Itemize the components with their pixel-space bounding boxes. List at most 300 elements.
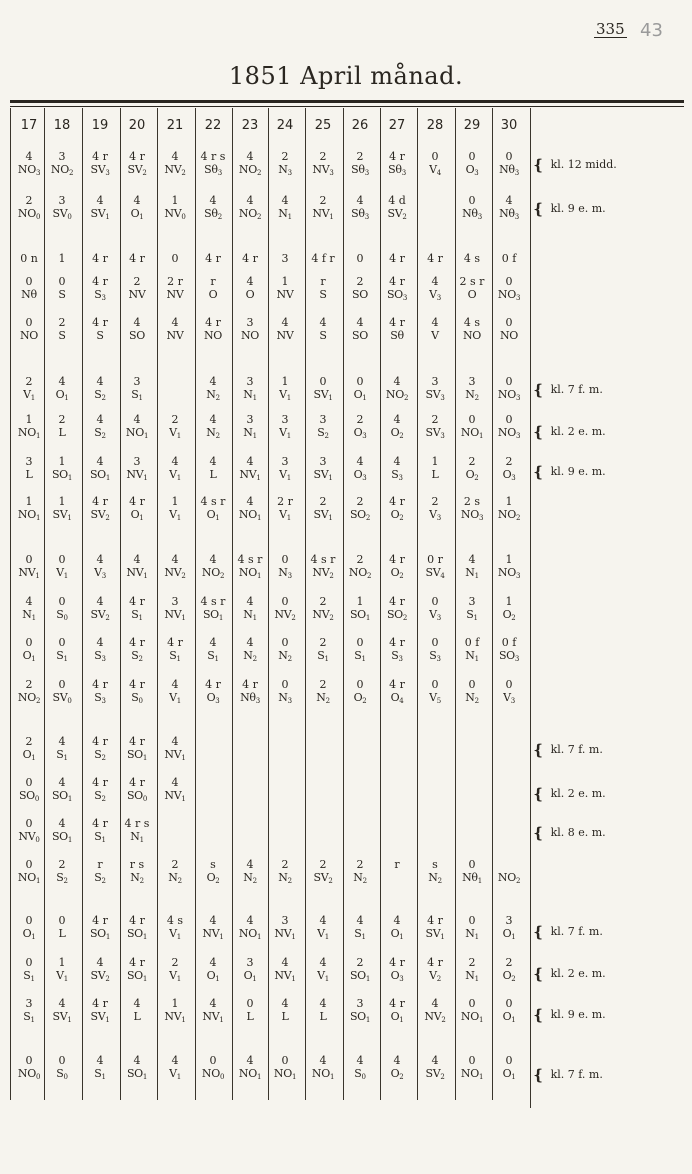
wind-value: O [208, 288, 218, 301]
cloud-value: 0 [58, 1054, 66, 1067]
cloud-value: 4 r [129, 495, 145, 508]
cloud-value: 4 [246, 194, 254, 207]
wind-value: $V_1$ [56, 566, 68, 580]
cloud-value: 2 [356, 275, 364, 288]
brace-glyph: ❴ [532, 200, 545, 218]
wind-value: NO [240, 329, 260, 342]
observation-cell [418, 956, 452, 983]
cloud-value: 2 [58, 858, 66, 871]
observation-cell [343, 553, 377, 580]
cloud-value: 0 [58, 595, 66, 608]
cloud-value: 4 r [92, 495, 108, 508]
cloud-value: 0 [58, 678, 66, 691]
brace-glyph: ❴ [532, 785, 545, 803]
wind-value: $NO_2$ [348, 566, 372, 580]
observation-cell [45, 194, 79, 221]
cloud-value: 4 [171, 150, 179, 163]
cloud-value: 0 [505, 413, 513, 426]
cloud-value: 2 [319, 678, 327, 691]
observation-cell [12, 956, 46, 983]
cloud-value: 4 [356, 1054, 364, 1067]
observation-cell [268, 495, 302, 522]
observation-cell [158, 495, 192, 522]
wind-value: $NV_1$ [126, 566, 148, 580]
observation-cell [268, 595, 302, 622]
observation-cell [120, 776, 154, 803]
cloud-value: 3 [246, 375, 254, 388]
observation-cell [233, 413, 267, 440]
time-note-text: kl. 12 midd. [550, 158, 617, 171]
wind-value: $S\theta_3$ [388, 163, 406, 177]
cloud-value: 4 [58, 375, 66, 388]
observation-cell [380, 914, 414, 941]
observation-cell [343, 956, 377, 983]
cloud-value: 0 [468, 150, 476, 163]
cloud-value: 2 [25, 194, 33, 207]
cloud-value: 4 [209, 375, 217, 388]
observation-cell [455, 495, 489, 522]
cloud-value: 4 [246, 1054, 254, 1067]
cloud-value: 4 [431, 1054, 439, 1067]
wind-value: $NV_1$ [202, 927, 224, 941]
brace-glyph: ❴ [532, 824, 545, 842]
pencil-page-number: 43 [640, 20, 663, 41]
cloud-value: 4 [96, 553, 104, 566]
cloud-value: 4 [58, 997, 66, 1010]
wind-value: $N\theta_3$ [462, 207, 482, 221]
observation-cell [158, 997, 192, 1024]
wind-value: $N_2$ [278, 649, 292, 663]
observation-cell [306, 956, 340, 983]
cloud-value: 0 [468, 997, 476, 1010]
observation-cell [233, 595, 267, 622]
wind-value: Sθ [390, 329, 404, 342]
wind-value: $S_2$ [317, 426, 329, 440]
cloud-value: 4 [356, 914, 364, 927]
cloud-value: 0 [281, 636, 289, 649]
observation-cell [306, 1054, 340, 1081]
observation-cell [268, 858, 302, 885]
wind-value: $S_1$ [354, 649, 366, 663]
cloud-value: 0 [281, 595, 289, 608]
observation-cell [196, 914, 230, 941]
cloud-value: 4 [246, 495, 254, 508]
time-note [532, 1068, 603, 1082]
wind-value: $S_0$ [131, 691, 143, 705]
cloud-value: 0 [468, 413, 476, 426]
wind-value: $O_3$ [206, 691, 220, 705]
cloud-value: r [320, 275, 326, 288]
cloud-value: 0 [25, 553, 33, 566]
observation-cell [120, 150, 154, 177]
cloud-value: 4 [171, 455, 179, 468]
cloud-value: 4 [246, 595, 254, 608]
wind-value: O [467, 288, 477, 301]
observation-cell [120, 914, 154, 941]
brace-glyph: ❴ [532, 1006, 545, 1024]
cloud-value: 2 [356, 495, 364, 508]
cloud-value: 2 s [463, 495, 481, 508]
observation-cell [120, 413, 154, 440]
observation-cell [12, 413, 46, 440]
cloud-value: 2 [171, 858, 179, 871]
wind-value: $S_1$ [131, 608, 143, 622]
cloud-value: 4 [319, 956, 327, 969]
brace-glyph: ❴ [532, 381, 545, 399]
cloud-value: 4 [356, 316, 364, 329]
observation-cell [343, 914, 377, 941]
observation-cell [12, 194, 46, 221]
observation-cell [492, 495, 526, 522]
wind-value: $O_2$ [206, 871, 220, 885]
observation-cell [233, 275, 267, 302]
cloud-value: 0 [25, 858, 33, 871]
wind-value: $NV_1$ [312, 207, 334, 221]
observation-cell [12, 858, 46, 885]
cloud-value: 4 s [463, 316, 481, 329]
time-note-text: kl. 2 e. m. [550, 787, 606, 800]
cloud-value: 4 [96, 956, 104, 969]
cloud-value: 4 s r [310, 553, 336, 566]
cloud-value: 0 [25, 275, 33, 288]
page-title: 1851 April månad. [228, 62, 464, 90]
cloud-value: 4 [171, 316, 179, 329]
observation-cell [268, 375, 302, 402]
cloud-value: 2 [58, 316, 66, 329]
wind-value: $NO_2$ [17, 691, 41, 705]
cloud-value: 0 [505, 1054, 513, 1067]
wind-value: $N_2$ [243, 649, 257, 663]
cloud-value: 2 [319, 194, 327, 207]
observation-cell [12, 150, 46, 177]
cloud-value: 2 [505, 956, 513, 969]
observation-cell [12, 735, 46, 762]
observation-cell [196, 455, 230, 482]
observation-cell [343, 595, 377, 622]
cloud-value: 4 [96, 1054, 104, 1067]
cloud-value: 4 s r [200, 495, 226, 508]
cloud-value: 4 r [92, 776, 108, 789]
cloud-value: 0 [58, 553, 66, 566]
cloud-value: 4 r [129, 636, 145, 649]
observation-cell [45, 914, 79, 941]
wind-value: $N_1$ [243, 388, 257, 402]
observation-cell [196, 997, 230, 1024]
observation-cell [45, 636, 79, 663]
cloud-value: 1 [58, 252, 66, 265]
wind-value: $O_1$ [243, 969, 257, 983]
cloud-value: 0 [281, 553, 289, 566]
wind-value: $O_2$ [465, 468, 479, 482]
cloud-value [492, 858, 526, 871]
wind-value: $O_2$ [390, 426, 404, 440]
cloud-value: 4 r [389, 997, 405, 1010]
wind-value: $NV_2$ [164, 163, 186, 177]
cloud-value: 2 [505, 455, 513, 468]
cloud-value: 0 r [427, 553, 443, 566]
wind-value: $SO_2$ [349, 508, 371, 522]
observation-cell [12, 595, 46, 622]
wind-value: $NV_0$ [18, 830, 40, 844]
cloud-value: 2 r [277, 495, 293, 508]
cloud-value: 4 [505, 194, 513, 207]
observation-cell [418, 914, 452, 941]
cloud-value: 0 [468, 194, 476, 207]
cloud-value: 4 [431, 316, 439, 329]
observation-cell [196, 595, 230, 622]
cloud-value: 2 [319, 858, 327, 871]
cloud-value: 4 [209, 413, 217, 426]
wind-value: $V_1$ [169, 468, 181, 482]
cloud-value: 2 [431, 413, 439, 426]
wind-value: $O_1$ [22, 649, 36, 663]
wind-value: $NV_1$ [202, 1010, 224, 1024]
cloud-value: 3 [133, 455, 141, 468]
observation-cell [380, 553, 414, 580]
wind-value: $O_3$ [353, 468, 367, 482]
cloud-value: 0 [209, 1054, 217, 1067]
observation-cell [455, 413, 489, 440]
wind-value: S [58, 329, 66, 342]
wind-value: $N_1$ [130, 830, 144, 844]
observation-cell [196, 956, 230, 983]
observation-cell [12, 316, 46, 343]
observation-cell [158, 455, 192, 482]
observation-cell [455, 636, 489, 663]
wind-value: $SO_1$ [126, 1067, 148, 1081]
cloud-value: 3 [319, 413, 327, 426]
observation-cell [45, 817, 79, 844]
wind-value: $O_1$ [353, 388, 367, 402]
cloud-value: r [97, 858, 103, 871]
wind-value: $NV_1$ [164, 1010, 186, 1024]
wind-value: $S_3$ [391, 468, 403, 482]
wind-value: $N_2$ [130, 871, 144, 885]
time-note [532, 158, 617, 172]
wind-value: $V_3$ [94, 566, 106, 580]
observation-cell [158, 413, 192, 440]
observation-cell [196, 858, 230, 885]
observation-cell [492, 858, 526, 885]
wind-value: $SV_1$ [90, 1010, 110, 1024]
cloud-value: r [210, 275, 216, 288]
wind-value: $NO_1$ [460, 1067, 484, 1081]
wind-value: $S_2$ [56, 871, 68, 885]
wind-value: $NO_1$ [460, 426, 484, 440]
observation-cell [492, 150, 526, 177]
cloud-value: 0 [25, 636, 33, 649]
cloud-value: 1 [25, 495, 33, 508]
cloud-value: 4 [281, 316, 289, 329]
wind-value: $NO_1$ [460, 1010, 484, 1024]
time-note [532, 383, 603, 397]
wind-value: $O_4$ [390, 691, 404, 705]
cloud-value: 4 [356, 455, 364, 468]
time-note-text: kl. 2 e. m. [550, 425, 606, 438]
wind-value: $S_1$ [169, 649, 181, 663]
cloud-value: r [394, 858, 400, 871]
wind-value: $SO_1$ [51, 789, 73, 803]
observation-cell [158, 275, 192, 302]
wind-value: $SV_0$ [52, 691, 72, 705]
cloud-value: 4 r [389, 495, 405, 508]
cloud-value: 4 r [389, 252, 405, 265]
wind-value: $NV_2$ [312, 608, 334, 622]
wind-value: $O_2$ [390, 508, 404, 522]
cloud-value: 0 [505, 150, 513, 163]
cloud-value: 4 [246, 636, 254, 649]
wind-value: $O_1$ [502, 927, 516, 941]
cloud-value: 4 [319, 914, 327, 927]
observation-cell [343, 858, 377, 885]
wind-value: $S_1$ [23, 1010, 35, 1024]
wind-value: $SO_1$ [51, 468, 73, 482]
observation-cell [492, 914, 526, 941]
observation-cell [306, 275, 340, 302]
cloud-value: 3 [505, 914, 513, 927]
wind-value: $S\theta_2$ [204, 207, 222, 221]
wind-value: S [319, 329, 327, 342]
cloud-value: 0 [468, 678, 476, 691]
time-note [532, 743, 603, 757]
wind-value: $N_2$ [465, 388, 479, 402]
observation-cell [455, 275, 489, 302]
wind-value: $SV_2$ [313, 871, 333, 885]
day-header: 25 [314, 118, 332, 133]
observation-cell [306, 316, 340, 343]
cloud-value: 2 [356, 413, 364, 426]
wind-value: $NV_2$ [424, 1010, 446, 1024]
wind-value: $NO_1$ [238, 566, 262, 580]
cloud-value: 0 n [20, 252, 38, 265]
wind-value: $NV_1$ [18, 566, 40, 580]
wind-value: $S_2$ [94, 388, 106, 402]
observation-cell [268, 678, 302, 705]
observation-cell [120, 678, 154, 705]
wind-value: $S_0$ [56, 608, 68, 622]
cloud-value: 2 [319, 636, 327, 649]
wind-value: $N\theta_3$ [240, 691, 260, 705]
wind-value: $V_1$ [169, 927, 181, 941]
wind-value: $N\theta_3$ [499, 163, 519, 177]
cloud-value: 0 f [501, 636, 517, 649]
wind-value: $NO_1$ [311, 1067, 335, 1081]
wind-value: $SV_1$ [425, 927, 445, 941]
observation-cell [455, 375, 489, 402]
observation-cell [83, 997, 117, 1024]
cloud-value: 4 r [92, 316, 108, 329]
cloud-value: 2 [25, 735, 33, 748]
observation-cell [158, 595, 192, 622]
cloud-value: 4 d [388, 194, 406, 207]
cloud-value: 4 [133, 553, 141, 566]
cloud-value: 2 [356, 150, 364, 163]
wind-value: $V_1$ [279, 388, 291, 402]
wind-value: $V_1$ [23, 388, 35, 402]
wind-value: $V_1$ [169, 1067, 181, 1081]
cloud-value: 0 [468, 1054, 476, 1067]
observation-cell [120, 455, 154, 482]
time-note [532, 967, 606, 981]
wind-value: $O_1$ [390, 927, 404, 941]
wind-value: $NV_1$ [164, 608, 186, 622]
cloud-value: 4 [171, 776, 179, 789]
wind-value: $S_1$ [354, 927, 366, 941]
wind-value: $O_3$ [465, 163, 479, 177]
wind-value: SO [352, 329, 368, 342]
time-note [532, 925, 603, 939]
wind-value: NO [203, 329, 223, 342]
wind-value: $NO_2$ [201, 566, 225, 580]
observation-cell [196, 316, 230, 343]
observation-cell [492, 455, 526, 482]
observation-cell [120, 1054, 154, 1081]
cloud-value: 4 r [205, 252, 221, 265]
wind-value: $S_1$ [94, 1067, 106, 1081]
wind-value: $NV_2$ [312, 566, 334, 580]
wind-value: $SV_2$ [425, 1067, 445, 1081]
day-header: 20 [128, 118, 146, 133]
wind-value: $S_2$ [131, 649, 143, 663]
wind-value: NO [19, 329, 39, 342]
wind-value: NV [276, 288, 294, 301]
cloud-value: 2 [431, 495, 439, 508]
observation-cell [196, 375, 230, 402]
time-note [532, 465, 606, 479]
wind-value: L [209, 468, 217, 481]
observation-cell [158, 194, 192, 221]
wind-value: $NO_2$ [385, 388, 409, 402]
wind-value: $S_3$ [429, 649, 441, 663]
cloud-value: 4 r s [200, 150, 226, 163]
cloud-value: 4 [281, 194, 289, 207]
wind-value: L [58, 927, 66, 940]
cloud-value: 4 [431, 275, 439, 288]
observation-cell [120, 194, 154, 221]
cloud-value: 0 [25, 817, 33, 830]
wind-value: NO [462, 329, 482, 342]
cloud-value: 4 r [129, 150, 145, 163]
cloud-value: 4 [133, 316, 141, 329]
cloud-value: 4 r [242, 678, 258, 691]
cloud-value: 4 [133, 1054, 141, 1067]
cloud-value: 3 [246, 413, 254, 426]
wind-value: $V_1$ [317, 927, 329, 941]
wind-value: $NO_1$ [17, 871, 41, 885]
cloud-value: 4 [356, 194, 364, 207]
cloud-value: 3 [171, 595, 179, 608]
wind-value: $S_1$ [56, 649, 68, 663]
wind-value: $S_2$ [94, 789, 106, 803]
observation-cell [83, 858, 117, 885]
observation-cell [268, 636, 302, 663]
observation-cell [83, 956, 117, 983]
time-note-text: kl. 9 e. m. [550, 1008, 606, 1021]
wind-value: $O_1$ [22, 748, 36, 762]
observation-cell [380, 150, 414, 177]
wind-value: $NO_2$ [238, 163, 262, 177]
observation-cell [268, 150, 302, 177]
cloud-value: s [210, 858, 216, 871]
observation-cell [492, 956, 526, 983]
cloud-value: 4 [209, 194, 217, 207]
cloud-value: 0 [356, 375, 364, 388]
cloud-value: 2 [319, 595, 327, 608]
observation-cell [83, 495, 117, 522]
observation-cell [120, 858, 154, 885]
observation-cell [158, 956, 192, 983]
wind-value: $O_3$ [502, 468, 516, 482]
